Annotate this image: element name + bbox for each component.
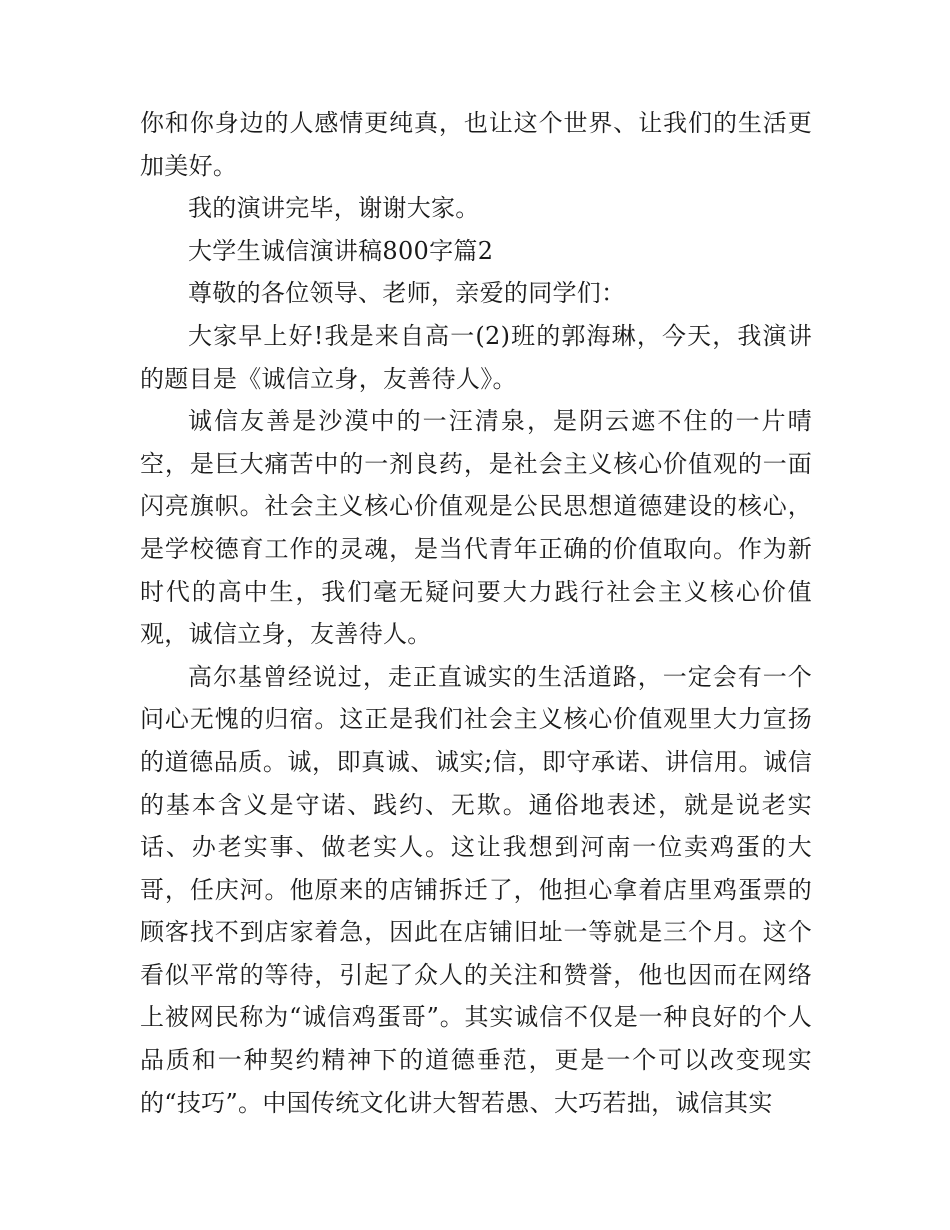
section-heading: 大学生诚信演讲稿800字篇2 — [188, 236, 494, 265]
paragraph-closing: 我的演讲完毕，谢谢大家。 — [188, 194, 480, 223]
paragraph-continuation: 你和你身边的人感情更纯真，也让这个世界、让我们的生活更加美好。 — [140, 109, 812, 180]
paragraph-body-1: 诚信友善是沙漠中的一汪清泉，是阴云遮不住的一片晴空，是巨大痛苦中的一剂良药，是社会主义核心价值观的一面闪亮旗帜。社会主义核心价值观是公民思想道德建设的核心，是学校德育工作的灵魂，是当代青年正确的价值取向。作为新时代的高中生，我们毫无疑问要大力践行社会主义核心价值观，诚信立身，友善待人。 — [140, 407, 812, 649]
paragraph-intro: 大家早上好!我是来自高一(2)班的郭海琳，今天，我演讲的题目是《诚信立身，友善待人》。 — [140, 321, 812, 393]
document-page — [140, 102, 812, 1124]
paragraph-salutation: 尊敬的各位领导、老师，亲爱的同学们： — [188, 279, 626, 308]
paragraph-body-2: 高尔基曾经说过，走正直诚实的生活道路，一定会有一个问心无愧的归宿。这正是我们社会主义核心价值观里大力宣扬的道德品质。诚，即真诚、诚实;信，即守承诺、讲信用。诚信的基本含义是守诺、践约、无欺。通俗地表述，就是说老实话、办老实事、做老实人。这让我想到河南一位卖鸡蛋的大哥，任庆河。他原来的店铺拆迁了，他担心拿着店里鸡蛋票的顾客找不到店家着急，因此在店铺旧址一等就是三个月。这个看似平常的等待，引起了众人的关注和赞誉，他也因而在网络上被网民称为“诚信鸡蛋哥”。其实诚信不仅是一种良好的个人品质和一种契约精神下的道德垂范，更是一个可以改变现实的“技巧”。中国传统文化讲大智若愚、大巧若拙，诚信其实 — [140, 662, 812, 1117]
